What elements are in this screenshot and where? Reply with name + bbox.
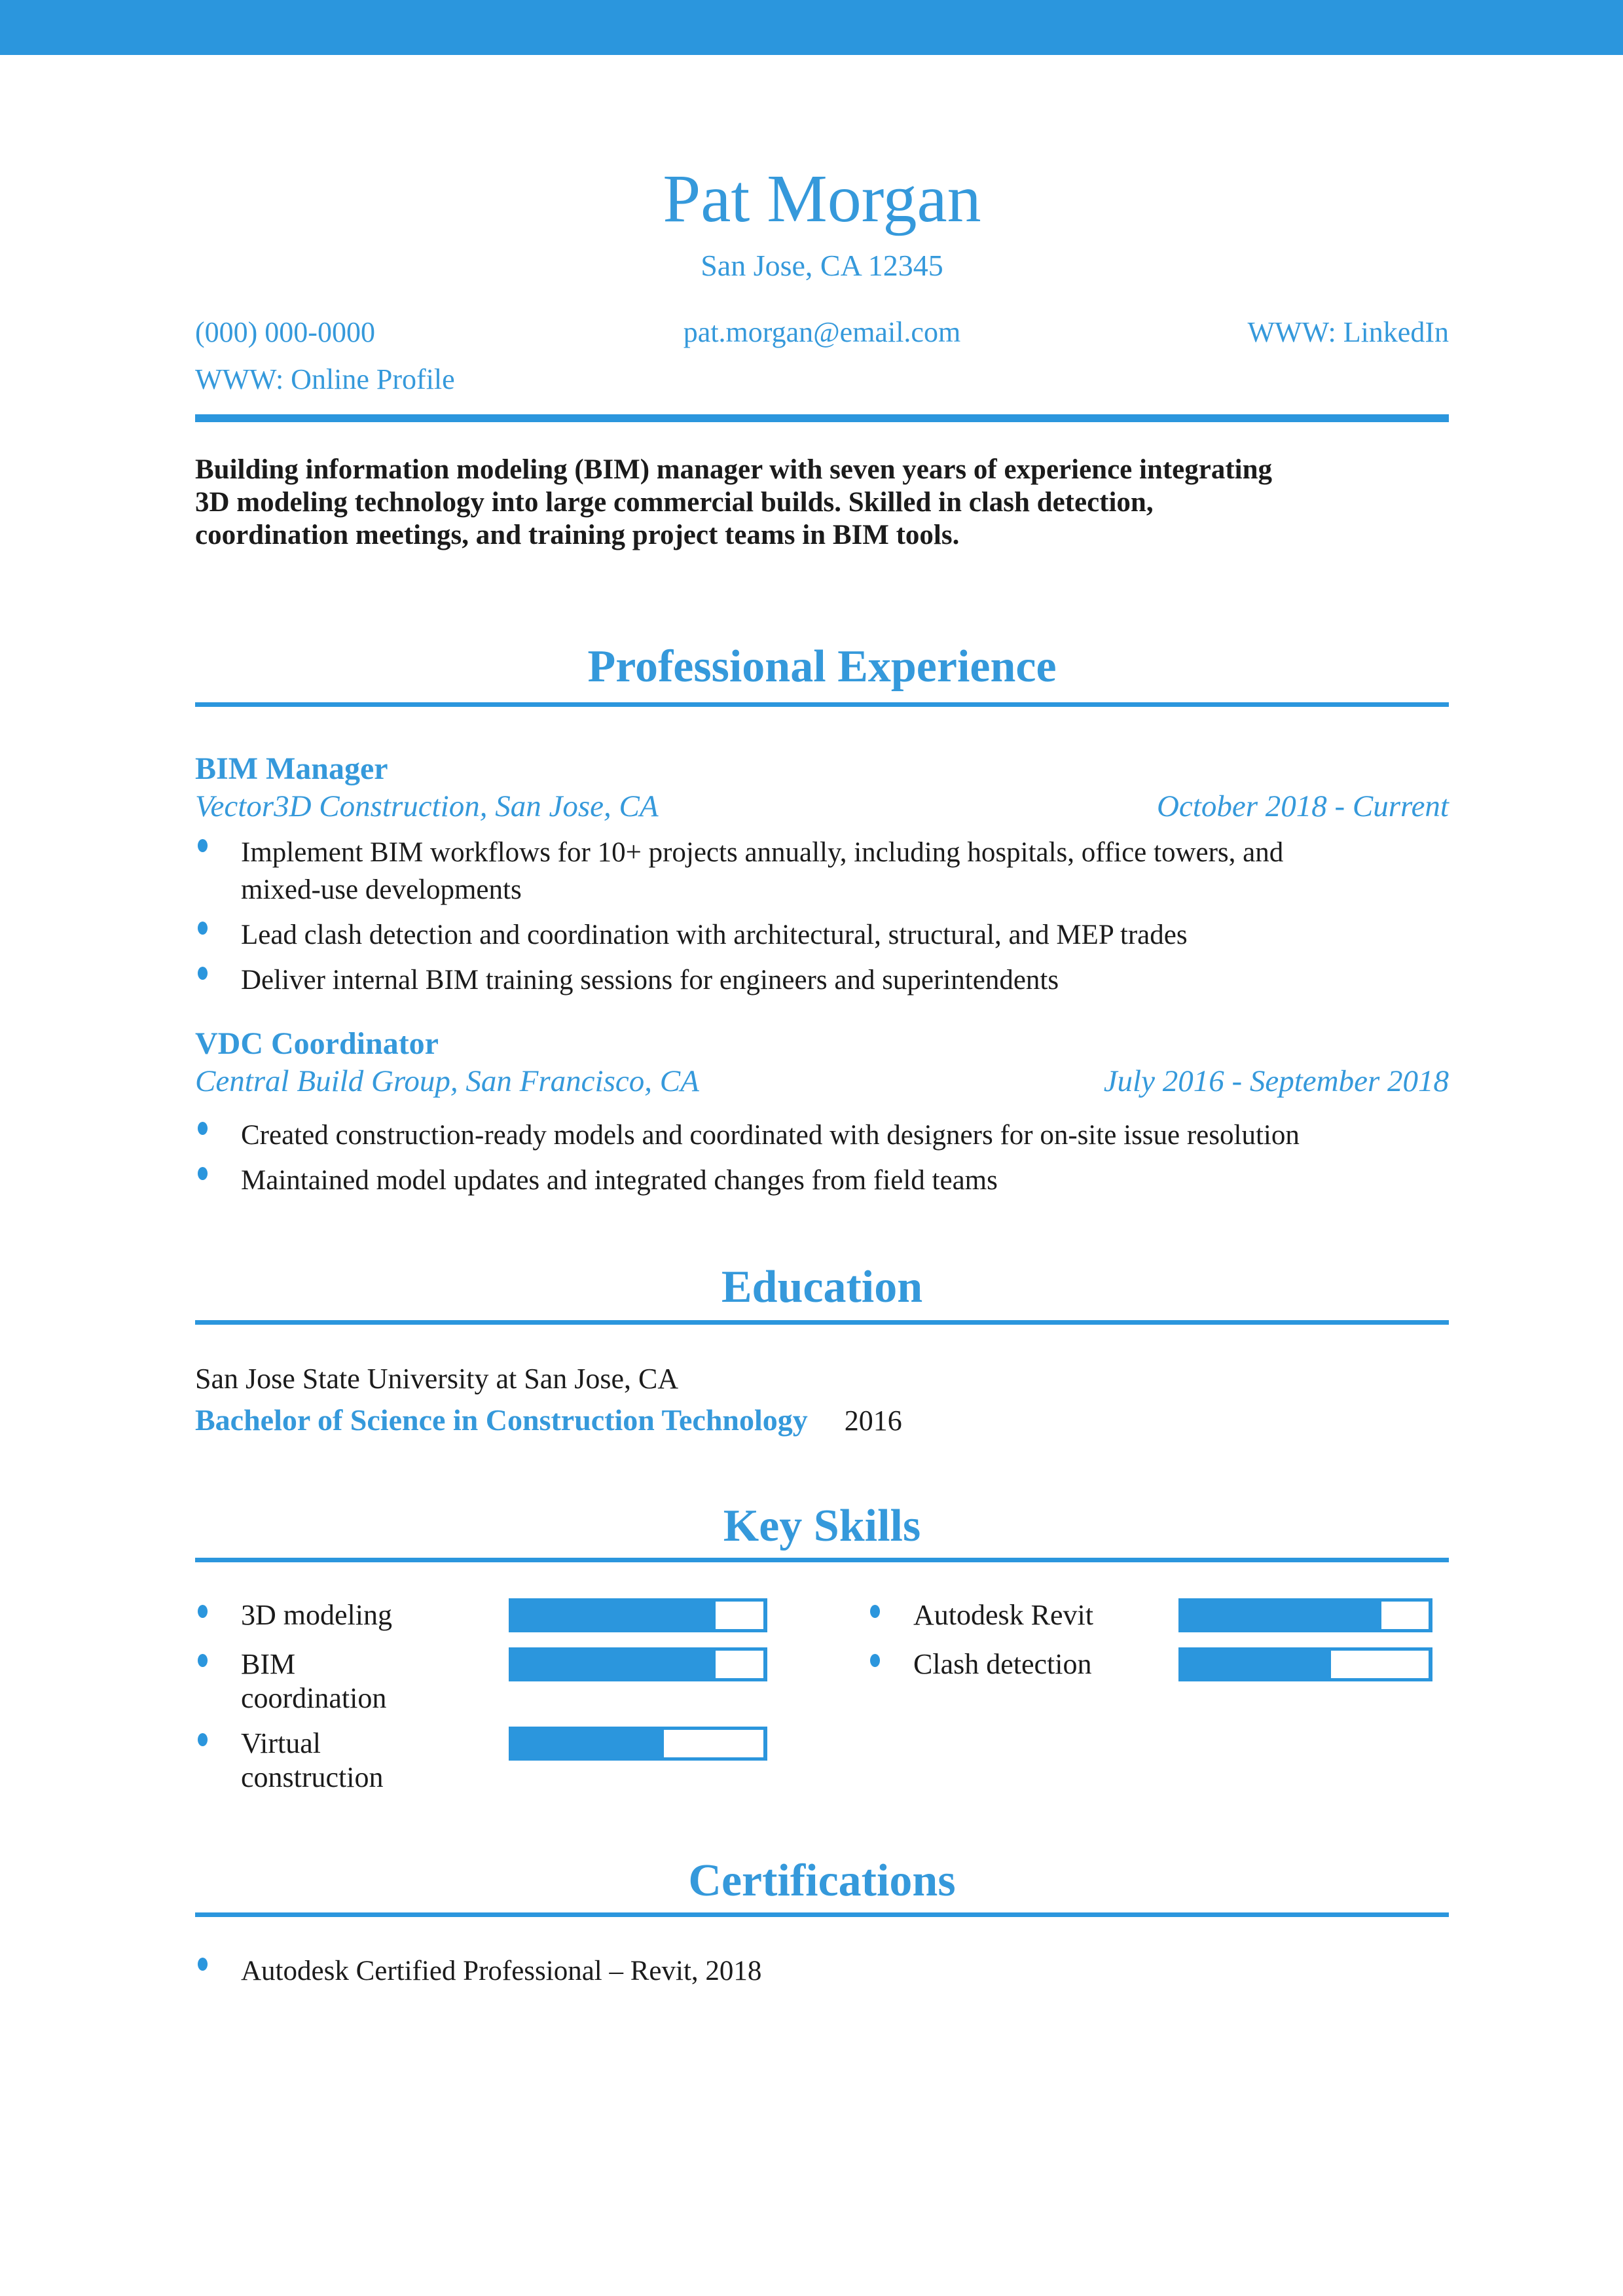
skill-progress-remainder (1381, 1602, 1429, 1629)
summary-line: coordination meetings, and training project teams in BIM tools. (195, 520, 960, 550)
skill-row (195, 1727, 784, 1799)
bullet-icon (198, 1958, 208, 1971)
skill-progress-remainder (716, 1602, 763, 1629)
header-divider (195, 414, 1449, 422)
job-title-2: VDC Coordinator (195, 1026, 439, 1061)
person-name: Pat Morgan (663, 161, 981, 236)
education-year: 2016 (844, 1405, 902, 1437)
bullet-item (195, 961, 1449, 999)
summary-paragraph (195, 454, 1449, 552)
bullet-text-line: mixed-use developments (241, 874, 522, 905)
job-meta-row-2 (195, 1063, 1449, 1100)
summary-line: Building information modeling (BIM) manager with seven years of experience integrating (195, 454, 1273, 485)
bullet-item (195, 834, 1449, 908)
bullet-item (195, 1162, 1449, 1199)
job-dates-2: July 2016 - September 2018 (1103, 1064, 1449, 1098)
bullet-icon (198, 922, 208, 935)
online-profile-link[interactable]: WWW: Online Profile (195, 363, 455, 395)
linkedin-link[interactable]: WWW: LinkedIn (1247, 316, 1449, 348)
person-location: San Jose, CA 12345 (701, 249, 943, 282)
resume-content (195, 160, 1449, 1990)
section-title-education: Education (721, 1262, 923, 1312)
job-bullets-2 (195, 1117, 1449, 1199)
job-meta-row-1 (195, 788, 1449, 825)
certification-list (195, 1952, 1449, 1990)
bullet-item (195, 1952, 1449, 1990)
bullet-text-line: Lead clash detection and coordination with architectural, structural, and MEP trades (241, 920, 1188, 950)
skill-progress-bar (509, 1598, 767, 1632)
top-accent-bar (0, 0, 1623, 55)
bullet-icon (198, 967, 208, 980)
job-bullets-1 (195, 834, 1449, 999)
section-title-skills: Key Skills (723, 1501, 921, 1551)
skill-progress-bar (509, 1647, 767, 1681)
section-title-experience: Professional Experience (587, 641, 1057, 692)
bullet-icon (870, 1605, 880, 1618)
education-school: San Jose State University at San Jose, CA (195, 1363, 679, 1395)
education-degree-row (195, 1402, 1449, 1439)
skill-row (195, 1647, 784, 1719)
bullet-item (195, 916, 1449, 954)
bullet-icon (870, 1654, 880, 1667)
bullet-item (195, 1117, 1449, 1154)
experience-rule (195, 702, 1449, 707)
skills-grid (195, 1598, 1449, 1801)
skill-label: Clash detection (913, 1648, 1092, 1680)
skill-progress-bar (1178, 1647, 1432, 1681)
phone-number: (000) 000-0000 (195, 316, 375, 348)
job-title-1: BIM Manager (195, 751, 388, 786)
bullet-icon (198, 1654, 208, 1667)
education-rule (195, 1320, 1449, 1325)
section-title-certifications: Certifications (688, 1856, 956, 1906)
skill-progress-bar (509, 1727, 767, 1761)
skill-progress-remainder (716, 1651, 763, 1678)
bullet-text-line: Deliver internal BIM training sessions for engineers and superintendents (241, 965, 1059, 996)
bullet-text-line: Autodesk Certified Professional – Revit, 2018 (241, 1956, 762, 1986)
education-degree: Bachelor of Science in Construction Technology (195, 1403, 808, 1437)
skill-progress-remainder (664, 1730, 763, 1757)
skill-progress-remainder (1331, 1651, 1429, 1678)
contact-row (195, 314, 1449, 351)
summary-line: 3D modeling technology into large commercial builds. Skilled in clash detection, (195, 487, 1154, 518)
bullet-icon (198, 839, 208, 852)
skill-label: Autodesk Revit (913, 1599, 1093, 1631)
skill-label: Virtual construction (241, 1727, 384, 1793)
bullet-icon (198, 1605, 208, 1618)
skill-label: 3D modeling (241, 1599, 392, 1631)
job-company-2: Central Build Group, San Francisco, CA (195, 1064, 699, 1098)
skill-progress-bar (1178, 1598, 1432, 1632)
skill-label: BIM coordination (241, 1648, 387, 1714)
bullet-text-line: Created construction-ready models and coordinated with designers for on-site issue resolution (241, 1120, 1300, 1151)
email-link[interactable]: pat.morgan@email.com (683, 316, 961, 348)
bullet-icon (198, 1733, 208, 1746)
certifications-rule (195, 1912, 1449, 1917)
bullet-text-line: Implement BIM workflows for 10+ projects annually, including hospitals, office towers, and (241, 837, 1284, 868)
skills-rule (195, 1558, 1449, 1562)
job-dates-1: October 2018 - Current (1156, 789, 1449, 823)
bullet-icon (198, 1122, 208, 1135)
bullet-text-line: Maintained model updates and integrated changes from field teams (241, 1165, 998, 1196)
job-company-1: Vector3D Construction, San Jose, CA (195, 789, 659, 823)
skill-row (867, 1647, 1449, 1719)
bullet-icon (198, 1167, 208, 1180)
